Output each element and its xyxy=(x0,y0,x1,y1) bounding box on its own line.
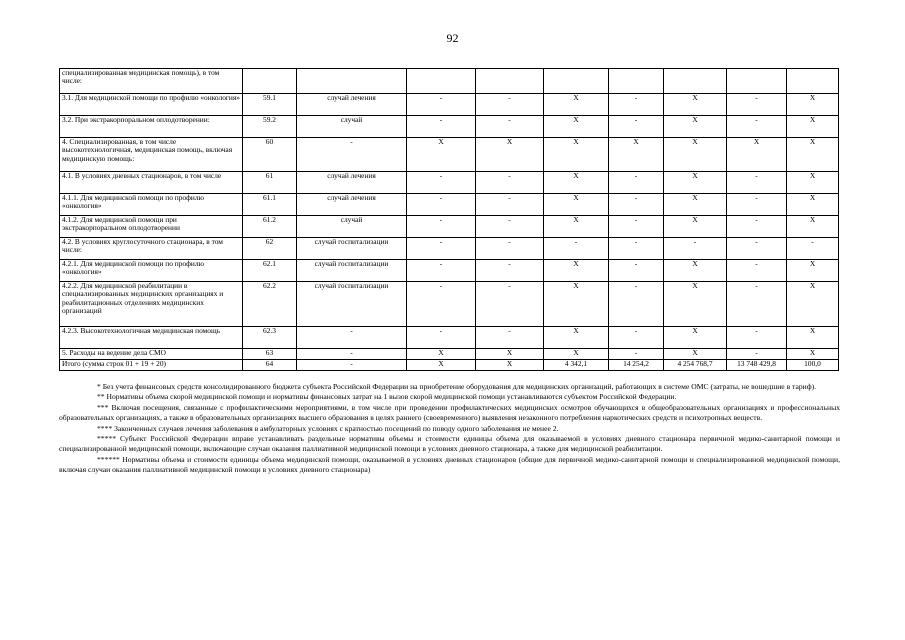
value-cell: Х xyxy=(664,138,727,172)
value-cell: 13 748 429,8 xyxy=(727,360,787,371)
value-cell: 4 342,1 xyxy=(544,360,609,371)
value-cell: - xyxy=(407,116,476,138)
value-cell: Х xyxy=(787,282,839,327)
table-row xyxy=(60,172,839,194)
value-cell: 100,0 xyxy=(787,360,839,371)
unit-cell: - xyxy=(297,349,407,360)
footnote-1: * Без учета финансовых средств консолидированного бюджета субъекта Российской Федерации на приобретение оборудования для медицинских организаций, работающих в системе ОМС (затраты, не вошедшие в тариф). xyxy=(97,382,817,391)
table-row xyxy=(60,327,839,349)
value-cell xyxy=(609,69,664,94)
normatives-table xyxy=(59,68,839,371)
row-code: 61 xyxy=(243,172,297,194)
value-cell: Х xyxy=(787,116,839,138)
value-cell: Х xyxy=(787,94,839,116)
value-cell: - xyxy=(476,172,544,194)
value-cell: Х xyxy=(787,349,839,360)
row-code: 63 xyxy=(243,349,297,360)
table-row xyxy=(60,282,839,327)
value-cell: - xyxy=(407,260,476,282)
value-cell: Х xyxy=(664,116,727,138)
table-row xyxy=(60,194,839,216)
value-cell: - xyxy=(727,349,787,360)
row-code: 59.1 xyxy=(243,94,297,116)
value-cell xyxy=(664,69,727,94)
row-code xyxy=(243,69,297,94)
row-label: Итого (сумма строк 01 + 19 + 20) xyxy=(60,360,243,371)
unit-cell: случай лечения xyxy=(297,172,407,194)
value-cell: Х xyxy=(664,216,727,238)
value-cell: - xyxy=(407,194,476,216)
unit-cell: случай госпитализации xyxy=(297,238,407,260)
row-label: 4.1.2. Для медицинской помощи при экстракорпоральном оплодотворении xyxy=(60,216,243,238)
value-cell: - xyxy=(609,216,664,238)
row-label: 4.1.1. Для медицинской помощи по профилю «онкология» xyxy=(60,194,243,216)
row-label: 4.2.2. Для медицинской реабилитации в специализированных медицинских организациях и реабилитационных отделениях медицинских организаций xyxy=(60,282,243,327)
value-cell: - xyxy=(476,282,544,327)
row-label: 5. Расходы на ведение дела СМО xyxy=(60,349,243,360)
unit-cell: случай госпитализации xyxy=(297,282,407,327)
unit-cell: - xyxy=(297,138,407,172)
unit-cell: случай xyxy=(297,116,407,138)
table-row xyxy=(60,69,839,94)
value-cell: Х xyxy=(544,282,609,327)
value-cell: Х xyxy=(544,172,609,194)
value-cell: Х xyxy=(544,327,609,349)
value-cell: - xyxy=(727,194,787,216)
table-row xyxy=(60,349,839,360)
value-cell: - xyxy=(727,260,787,282)
table-row xyxy=(60,238,839,260)
value-cell: 14 254,2 xyxy=(609,360,664,371)
value-cell: - xyxy=(476,216,544,238)
unit-cell: - xyxy=(297,360,407,371)
unit-cell: случай xyxy=(297,216,407,238)
value-cell: - xyxy=(476,194,544,216)
table-row xyxy=(60,360,839,371)
value-cell: - xyxy=(664,238,727,260)
value-cell: - xyxy=(609,282,664,327)
footnotes xyxy=(59,382,840,476)
value-cell: Х xyxy=(664,194,727,216)
row-label: 4.2. В условиях круглосуточного стационара, в том числе: xyxy=(60,238,243,260)
value-cell: - xyxy=(476,238,544,260)
unit-cell: случай лечения xyxy=(297,194,407,216)
value-cell: Х xyxy=(787,194,839,216)
value-cell: - xyxy=(727,116,787,138)
row-label: специализированная медицинская помощь), в том числе: xyxy=(60,69,243,94)
value-cell: - xyxy=(476,116,544,138)
value-cell: - xyxy=(609,116,664,138)
row-code: 60 xyxy=(243,138,297,172)
value-cell: Х xyxy=(664,94,727,116)
value-cell: - xyxy=(407,172,476,194)
unit-cell: - xyxy=(297,327,407,349)
value-cell: Х xyxy=(407,138,476,172)
row-code: 62 xyxy=(243,238,297,260)
value-cell: Х xyxy=(787,138,839,172)
row-code: 62.3 xyxy=(243,327,297,349)
value-cell: - xyxy=(407,216,476,238)
value-cell: Х xyxy=(407,349,476,360)
row-code: 61.2 xyxy=(243,216,297,238)
table-row xyxy=(60,116,839,138)
value-cell: - xyxy=(609,194,664,216)
value-cell: Х xyxy=(476,138,544,172)
unit-cell xyxy=(297,69,407,94)
value-cell: Х xyxy=(787,260,839,282)
table-row xyxy=(60,260,839,282)
value-cell: - xyxy=(727,216,787,238)
unit-cell: случай лечения xyxy=(297,94,407,116)
unit-cell: случай госпитализации xyxy=(297,260,407,282)
value-cell: Х xyxy=(544,194,609,216)
value-cell xyxy=(544,69,609,94)
value-cell: Х xyxy=(544,260,609,282)
table-row xyxy=(60,138,839,172)
value-cell: - xyxy=(609,349,664,360)
value-cell: Х xyxy=(476,349,544,360)
value-cell: 4 254 768,7 xyxy=(664,360,727,371)
value-cell: - xyxy=(727,327,787,349)
table-body xyxy=(60,69,839,371)
value-cell: - xyxy=(727,282,787,327)
value-cell: Х xyxy=(664,349,727,360)
value-cell: Х xyxy=(544,116,609,138)
value-cell: Х xyxy=(544,94,609,116)
value-cell: Х xyxy=(727,138,787,172)
row-label: 3.1. Для медицинской помощи по профилю «онкология» xyxy=(60,94,243,116)
row-label: 4.2.3. Высокотехнологичная медицинская помощь xyxy=(60,327,243,349)
value-cell: Х xyxy=(544,138,609,172)
row-code: 62.1 xyxy=(243,260,297,282)
value-cell: Х xyxy=(476,360,544,371)
row-label: 4.1. В условиях дневных стационаров, в том числе xyxy=(60,172,243,194)
value-cell xyxy=(476,69,544,94)
value-cell: Х xyxy=(787,216,839,238)
value-cell: - xyxy=(727,94,787,116)
value-cell: - xyxy=(727,238,787,260)
value-cell: Х xyxy=(609,138,664,172)
row-code: 62.2 xyxy=(243,282,297,327)
table-row xyxy=(60,94,839,116)
row-label: 4.2.1. Для медицинской помощи по профилю «онкология» xyxy=(60,260,243,282)
value-cell: - xyxy=(407,327,476,349)
value-cell: - xyxy=(476,94,544,116)
value-cell xyxy=(727,69,787,94)
value-cell: Х xyxy=(664,260,727,282)
value-cell: - xyxy=(476,327,544,349)
value-cell: Х xyxy=(544,216,609,238)
row-label: 4. Специализированная, в том числе высокотехнологичная, медицинская помощь, включая медицинскую помощь: xyxy=(60,138,243,172)
value-cell: Х xyxy=(664,282,727,327)
value-cell: Х xyxy=(664,327,727,349)
value-cell: - xyxy=(407,238,476,260)
value-cell: Х xyxy=(787,172,839,194)
row-code: 61.1 xyxy=(243,194,297,216)
value-cell: - xyxy=(476,260,544,282)
value-cell: Х xyxy=(407,360,476,371)
row-label: 3.2. При экстракорпоральном оплодотворении: xyxy=(60,116,243,138)
value-cell: - xyxy=(407,282,476,327)
row-code: 59.2 xyxy=(243,116,297,138)
value-cell: Х xyxy=(787,327,839,349)
value-cell: Х xyxy=(664,172,727,194)
table-row xyxy=(60,216,839,238)
value-cell: - xyxy=(407,94,476,116)
value-cell: - xyxy=(609,238,664,260)
footnote-3: *** Включая посещения, связанные с профилактическими мероприятиями, в том числе при проведении профилактических медицинских осмотров обучающихся в общеобразовательных организациях и профессиональных образовательных организациях, а также в образовательных организациях высшего образования в целях раннего (своевременного) выявления незаконного потребления наркотических средств и психотропных веществ. xyxy=(59,402,840,423)
value-cell: Х xyxy=(544,349,609,360)
value-cell xyxy=(787,69,839,94)
value-cell: - xyxy=(727,172,787,194)
value-cell: - xyxy=(609,94,664,116)
footnote-6: ****** Нормативы объема и стоимости единицы объема медицинской помощи, оказываемой в условиях дневных стационаров (общие для первичной медико-санитарной помощи и специализированной медицинской помощи, включая случаи оказания паллиативной медицинской помощи в условиях дневного стационара) xyxy=(59,454,840,475)
page-number: 92 xyxy=(446,31,459,45)
footnote-5: ***** Субъект Российской Федерации вправе устанавливать раздельные нормативы объемы и стоимости единицы объема для оказываемой в условиях дневного стационара первичной медико-санитарной помощи и специализированной медицинской помощи, включающие случаи оказания паллиативной медицинской помощи в условиях дневного стационара, а также для медицинской реабилитации. xyxy=(59,434,840,454)
footnote-4: **** Законченных случаев лечения заболевания в амбулаторных условиях с кратностью посещений по поводу одного заболевания не менее 2. xyxy=(97,423,559,433)
footnote-2: ** Нормативы объема скорой медицинской помощи и нормативы финансовых затрат на 1 вызов скорой медицинской помощи устанавливаются субъектом Российской Федерации. xyxy=(97,392,677,402)
row-code: 64 xyxy=(243,360,297,371)
value-cell: - xyxy=(609,260,664,282)
value-cell xyxy=(407,69,476,94)
value-cell: - xyxy=(609,327,664,349)
value-cell: - xyxy=(787,238,839,260)
value-cell: - xyxy=(609,172,664,194)
value-cell: - xyxy=(544,238,609,260)
